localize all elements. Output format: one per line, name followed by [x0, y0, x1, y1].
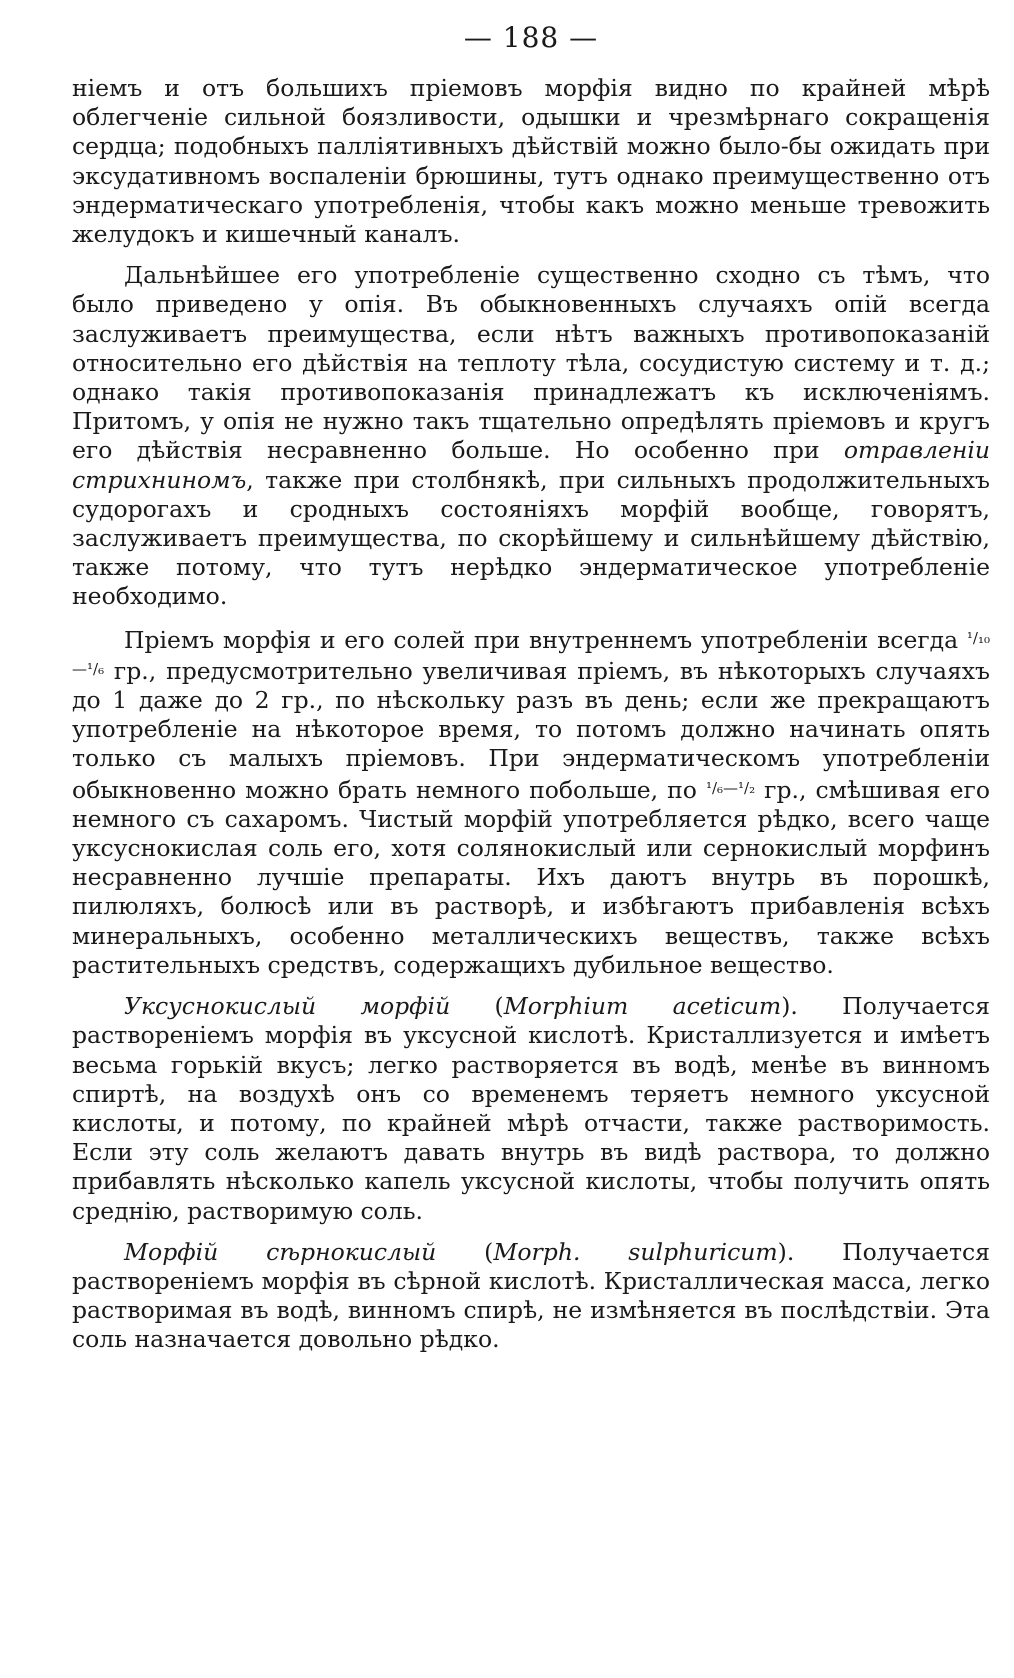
book-page	[72, 18, 990, 1658]
page-number: — 188 —	[463, 21, 599, 54]
paragraph-3-text-mid: гр., предусмотрительно увеличивая пріемъ, въ нѣкоторыхъ случаяхъ до 1 даже до 2 гр., по нѣскольку разъ въ день; если же прекращаютъ употребленіе на нѣкоторое время, то потомъ должно начинать опять только съ малыхъ пріемовъ. При эндерматическомъ употребленіи обыкновенно можно брать немного побольше, по	[72, 656, 990, 804]
paragraph-5-paren: (	[436, 1237, 494, 1266]
paragraph-3	[72, 624, 990, 980]
paragraph-4	[72, 992, 990, 1226]
paragraph-4-text-after: ). Получается раствореніемъ морфія въ уксусной кислотѣ. Кристаллизуется и имѣетъ весьма горькій вкусъ; легко растворяется въ водѣ, менѣе въ винномъ спиртѣ, на воздухѣ онъ со временемъ теряетъ немного уксусной кислоты, и потому, по крайней мѣрѣ отчасти, также растворимость. Если эту соль желаютъ давать внутрь въ видѣ раствора, то должно прибавлять нѣсколько капель уксусной кислоты, чтобы получить опять среднію, растворимую соль.	[72, 992, 990, 1225]
paragraph-3-text-before: Пріемъ морфія и его солей при внутреннемъ употребленіи всегда	[124, 625, 967, 654]
paragraph-5	[72, 1238, 990, 1355]
dose-fraction-1: ¹/₁₀—¹/₆	[72, 628, 990, 678]
paragraph-3-text-after: гр., смѣшивая его немного съ сахаромъ. Чистый морфій употребляется рѣдко, всего чаще уксуснокислая соль его, хотя солянокислый или сернокислый морфинъ несравненно лучшіе препараты. Ихъ даютъ внутрь въ порошкѣ, пилюляхъ, болюсѣ или въ растворѣ, и избѣгаютъ прибавленія всѣхъ минеральныхъ, особенно металлическихъ веществъ, также всѣхъ растительныхъ средствъ, содержащихъ дубильное вещество.	[72, 775, 990, 979]
paragraph-4-latin-name: Morphium aceticum	[503, 992, 782, 1021]
paragraph-2-text-after: , также при столбнякѣ, при сильныхъ продолжительныхъ судорогахъ и сродныхъ состояніяхъ морфій вообще, говорятъ, заслуживаетъ преимущества, по скорѣйшему и сильнѣйшему дѣйствію, также потому, что тутъ нерѣдко эндерматическое употребленіе необходимо.	[72, 465, 990, 611]
paragraph-1-text: ніемъ и отъ большихъ пріемовъ морфія видно по крайней мѣрѣ облегченіе сильной боязливости, одышки и чрезмѣрнаго сокращенія сердца; подобныхъ палліятивныхъ дѣйствій можно было-бы ожидать при эксудативномъ воспаленіи брюшины, тутъ однако преимущественно отъ эндерматическаго употребленія, чтобы какъ можно меньше тревожить желудокъ и кишечный каналъ.	[72, 74, 990, 249]
paragraph-5-italic-heading: Морфій сѣрнокислый	[124, 1237, 437, 1266]
paragraph-2	[72, 261, 990, 611]
paragraph-4-paren: (	[450, 992, 504, 1021]
paragraph-4-italic-heading: Уксуснокислый морфій	[124, 992, 451, 1021]
paragraph-2-italic-term: отравленіи стрихниномъ	[72, 436, 990, 494]
paragraph-5-text-after: ). Получается раствореніемъ морфія въ сѣрной кислотѣ. Кристаллическая масса, легко растворимая въ водѣ, винномъ спирѣ, не измѣняется въ послѣдствіи. Эта соль назначается довольно рѣдко.	[72, 1237, 990, 1354]
paragraph-5-latin-name: Morph. sulphuricum	[493, 1237, 778, 1266]
paragraph-2-text-before: Дальнѣйшее его употребленіе существенно сходно съ тѣмъ, что было приведено у опія. Въ обыкновенныхъ случаяхъ опій всегда заслуживаетъ преимущества, если нѣтъ важныхъ противопоказаній относительно его дѣйствія на теплоту тѣла, сосудистую систему и т. д.; однако такія противопоказанія принадлежатъ къ исключеніямъ. Притомъ, у опія не нужно такъ тщательно опредѣлять пріемовъ и кругъ его дѣйствія несравненно больше. Но особенно при	[72, 261, 990, 465]
dose-fraction-2: ¹/₆—¹/₂	[705, 778, 756, 797]
paragraph-1	[72, 74, 990, 249]
